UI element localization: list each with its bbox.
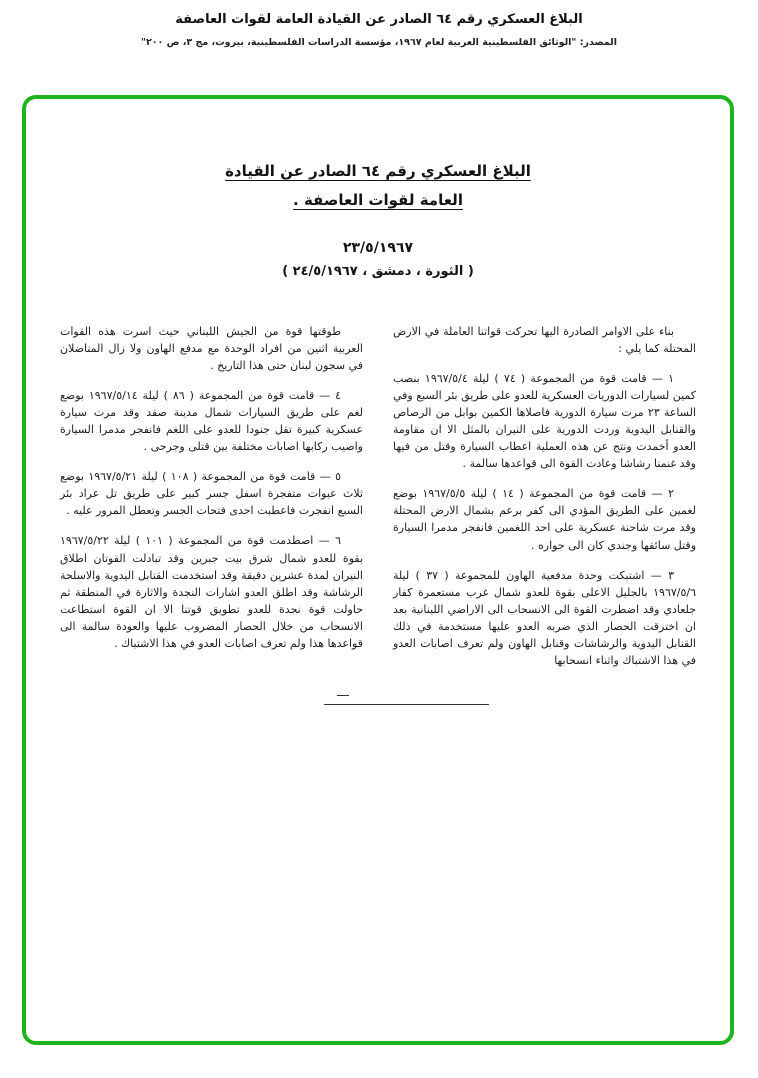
header-source-citation: المصدر: "الوثائق الفلسطينية العربية لعام ١٩٦٧، مؤسسة الدراسات الفلسطينية، بيروت، مج ٣، ص ٢٠٠" — [140, 37, 618, 48]
item-4-paragraph: ٤ — قامت قوة من المجموعة ( ٨٦ ) ليلة ١٩٦٧/٥/١٤ بوضع لغم على طريق السيارات شمال مدينة صفد وقد مرت سيارة عسكرية كبيرة تقل جنودا للعدو على اللغم فانفجر مدمرا السيارة واصيب ركابها اصابات مختلفة بين قتلى وجرحى . — [60, 389, 363, 454]
communique-title-line2: العامة لقوات العاصفة . — [293, 190, 463, 209]
intro-paragraph: بناء على الاوامر الصادرة اليها تحركت قواتنا العاملة في الارض المحتلة كما يلي : — [393, 325, 696, 356]
right-column — [393, 323, 696, 682]
communique-date-block — [60, 240, 696, 279]
item-6-paragraph: ٦ — اصطدمت قوة من المجموعة ( ١٠١ ) ليلة ١٩٦٧/٥/٢٢ بقوة للعدو شمال شرق بيت جبرين وقد تبادلت القوتان اطلاق النيران لمدة عشرين دقيقة وقد استخدمت القنابل اليدوية والاسلحة الرشاشة وقد اطلق العدو اشارات النجدة والاثارة في المنطقة ثم حاولت قوة نجدة للعدو تطويق قوتنا الا ان القوة استطاعت الانسحاب من خلال الحصار المضروب عليها والعودة سالمة الى قواعدها هذا ولم تعرف اصابات العدو في هذا الاشتباك . — [60, 534, 363, 650]
communique-title-line1: البلاغ العسكري رقم ٦٤ الصادر عن القيادة — [225, 162, 531, 180]
item-5-paragraph: ٥ — قامت قوة من المجموعة ( ١٠٨ ) ليلة ١٩٦٧/٥/٢١ بوضع ثلاث عبوات متفجرة اسفل جسر كبير على طريق تل عراد بئر السبع انفجرت فاعطبت احدى فتحات الجسر وتعطل المرور عليه . — [60, 470, 363, 518]
communique-citation: ( الثورة ، دمشق ، ٢٤/٥/١٩٦٧ ) — [282, 264, 474, 279]
header-title: البلاغ العسكري رقم ٦٤ الصادر عن القيادة العامة لقوات العاصفة — [175, 12, 583, 27]
footer-divider — [324, 704, 489, 705]
footer-divider-dash — [337, 695, 349, 696]
communique-title — [60, 157, 696, 214]
document-frame — [22, 95, 734, 1045]
item-3-continuation-paragraph: طوقتها قوة من الجيش اللبناني حيث اسرت هذه القوات العربية اثنين من افراد الوحدة مع مدفع الهاون ولا زال المناضلان في سجون لبنان حتى هذا التاريخ . — [60, 325, 363, 373]
communique-date: ٢٣/٥/١٩٦٧ — [342, 240, 414, 256]
left-column — [60, 323, 363, 682]
item-2-paragraph: ٢ — قامت قوة من المجموعة ( ١٤ ) ليلة ١٩٦٧/٥/٥ بوضع لغمين على الطريق المؤدي الى كفر برعم بشمال الارض المحتلة وقد مرت شاحنة عسكرية على احد اللغمين فانفجر مدمرا السيارة وقتل سائقها وجندي كان الى جواره . — [393, 487, 696, 552]
page-header — [0, 0, 758, 48]
body-columns — [60, 323, 696, 682]
footer-divider-line — [324, 704, 489, 705]
item-3-paragraph: ٣ — اشتبكت وحدة مدفعية الهاون للمجموعة ( ٣٧ ) ليلة ١٩٦٧/٥/٦ بالجليل الاعلى بقوة للعدو شمال غرب مستعمرة كفار جلعادي وقد اضطرت القوة الى الانسحاب الى الاراضي اللبنانية بعد ان اخترقت الحصار الذي ضربه العدو عليها مستخدمة في ذلك القنابل اليدوية والرشاشات وقنابل الهاون ولم تعرف اصابات العدو في هذا الاشتباك واثناء انسحابها — [393, 568, 696, 667]
item-1-paragraph: ١ — قامت قوة من المجموعة ( ٧٤ ) ليلة ١٩٦٧/٥/٤ بنصب كمين لسيارات الدوريات العسكرية للعدو على طريق بئر السبع وفي الساعة ٢٣ مرت سيارة الدورية فاصلاها الكمين بوابل من الرصاص والقنابل اليدوية وردت الدورية على النيران بالمثل الا ان مقاومة العدو أخمدت ونتج عن هذه العملية اعطاب السيارة وقتل من فيها وقد غنمنا رشاشا وعادت القوة الى قواعدها سالمة . — [393, 372, 697, 471]
